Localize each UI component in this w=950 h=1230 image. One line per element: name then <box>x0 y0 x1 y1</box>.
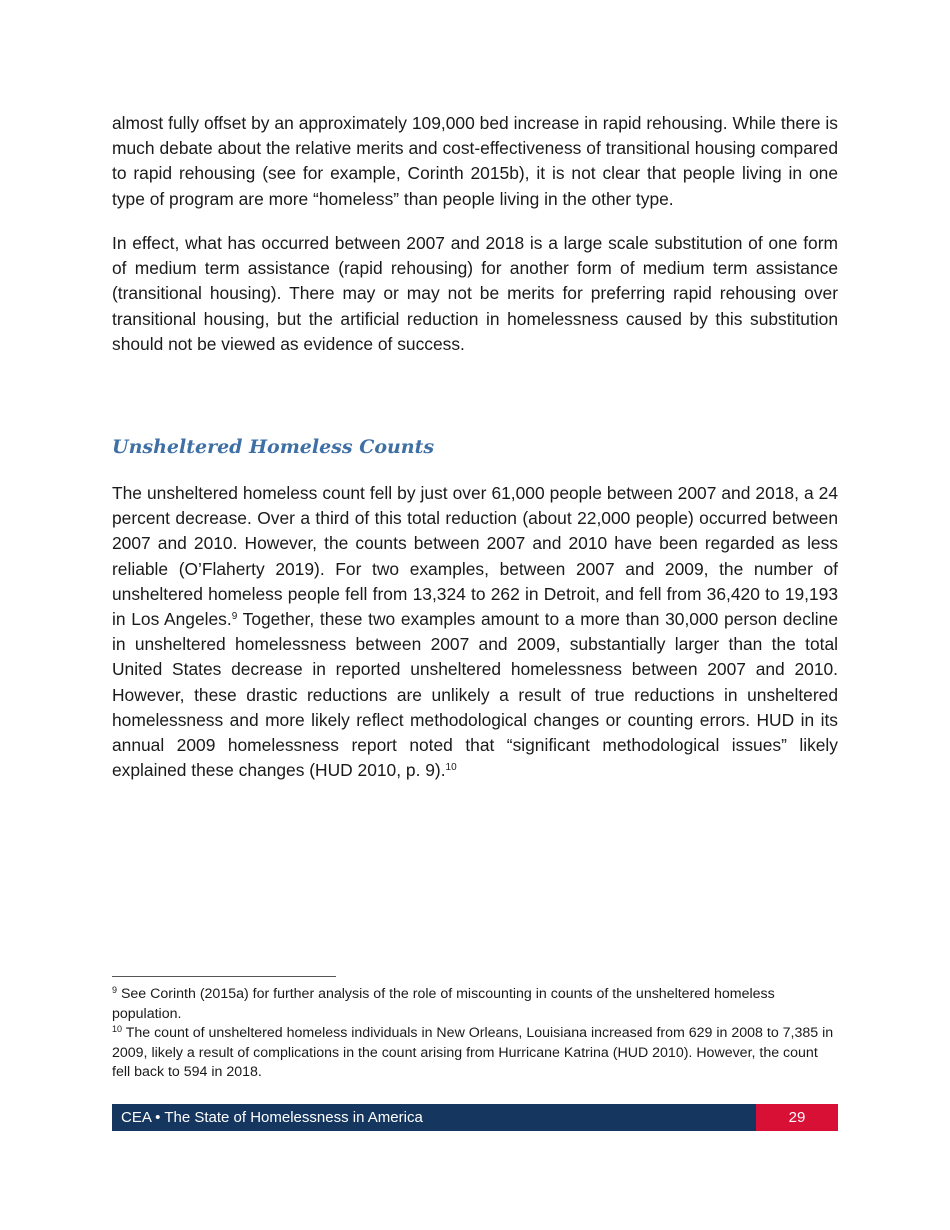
paragraph-text-part-2: Together, these two examples amount to a more than 30,000 person decline in unsheltered homelessness between 2007 and 2009, substantially larger than the total United States decrease in reported unsheltered homelessness between 2007 and 2010. However, these drastic reductions are unlikely a result of true reductions in unsheltered homelessness and more likely reflect methodological changes or counting errors. HUD in its annual 2009 homelessness report noted that “significant methodological issues” likely explained these changes (HUD 2010, p. 9). <box>112 609 838 781</box>
footnote-10 <box>112 1024 838 1083</box>
section-heading: Unsheltered Homeless Counts <box>112 436 435 458</box>
footer-title: CEA • The State of Homelessness in America <box>121 1109 423 1126</box>
footer-title-bar <box>112 1104 756 1131</box>
page-number: 29 <box>788 1109 806 1126</box>
paragraph-unsheltered-counts <box>112 481 838 783</box>
footnote-ref-9[interactable]: 9 <box>231 611 238 623</box>
footnote-9 <box>112 985 838 1024</box>
paragraph-substitution: In effect, what has occurred between 2007 and 2018 is a large scale substitution of one form of medium term assistance (rapid rehousing) for another form of medium term assistance (transitional housing). There may or may not be merits for preferring rapid rehousing over transitional housing, but the artificial reduction in homelessness caused by this substitution should not be viewed as evidence of success. <box>112 233 838 354</box>
footnote-divider <box>112 976 336 977</box>
page-number-badge <box>756 1104 838 1131</box>
document-page <box>112 0 838 1230</box>
footnote-text: See Corinth (2015a) for further analysis of the role of miscounting in counts of the unsheltered homeless population. <box>112 986 775 1022</box>
paragraph-text-part-1: The unsheltered homeless count fell by just over 61,000 people between 2007 and 2018, a 24 percent decrease. Over a third of this total reduction (about 22,000 people) occurred between 2007 and 2010. However, the counts between 2007 and 2010 have been regarded as less reliable (O’Flaherty 2019). For two examples, between 2007 and 2009, the number of unsheltered homeless people fell from 13,324 to 262 in Detroit, and fell from 36,420 to 19,193 in Los Angeles. <box>112 483 838 630</box>
paragraph-transitional-housing: almost fully offset by an approximately 109,000 bed increase in rapid rehousing. While there is much debate about the relative merits and cost-effectiveness of transitional housing compared to rapid rehousing (see for example, Corinth 2015b), it is not clear that people living in one type of program are more “homeless” than people living in the other type. <box>112 113 838 209</box>
footnote-number: 9 <box>112 985 118 995</box>
footnote-ref-10[interactable]: 10 <box>445 762 457 774</box>
footnote-text: The count of unsheltered homeless individuals in New Orleans, Louisiana increased from 629 in 2008 to 7,385 in 2009, likely a result of complications in the count arising from Hurricane Katrina (HUD 2010). However, the count fell back to 594 in 2018. <box>112 1025 834 1081</box>
footnote-number: 10 <box>112 1024 123 1034</box>
